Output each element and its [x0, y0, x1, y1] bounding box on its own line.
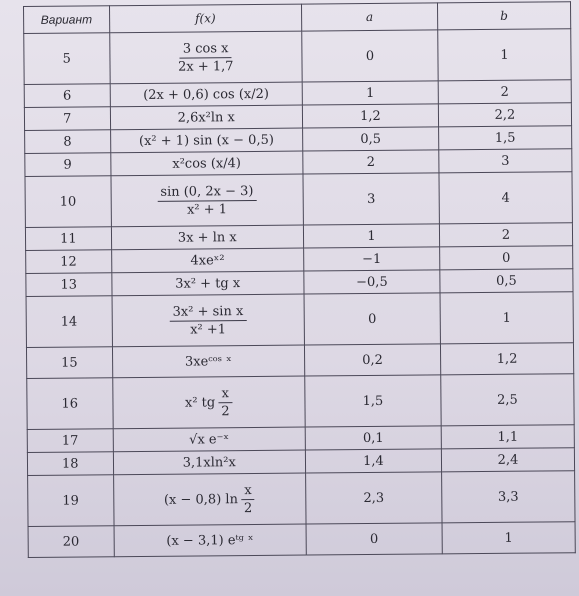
function-cell	[113, 450, 306, 475]
bound-b: 2	[439, 223, 572, 247]
fraction-numerator: sin (0, 2x − 3)	[157, 183, 256, 201]
table-body	[24, 29, 576, 558]
bound-b: 1	[440, 292, 573, 344]
function-expression: 3x + ln x	[177, 229, 237, 246]
table-row	[28, 471, 575, 527]
variant-number: 5	[24, 33, 110, 85]
bound-b: 2,4	[441, 448, 574, 472]
fraction-numerator: x	[241, 482, 254, 499]
bound-a: 3	[303, 173, 439, 225]
fraction-numerator: 3x² + sin x	[170, 304, 247, 322]
variant-number: 16	[27, 378, 113, 430]
header-variant: Вариант	[24, 6, 110, 34]
variant-number: 10	[25, 176, 111, 228]
function-expression: 4xeˣ²	[190, 252, 225, 269]
fraction-denominator: x² +1	[190, 321, 227, 338]
fraction-denominator: 2x + 1,7	[178, 58, 234, 75]
variant-number: 14	[26, 296, 112, 348]
function-fraction	[241, 482, 256, 515]
variant-number: 6	[24, 84, 110, 108]
variant-number: 8	[25, 130, 111, 154]
table-row	[26, 343, 573, 379]
bound-b: 1,5	[439, 126, 572, 150]
function-prefix: (x − 0,8) ln	[163, 491, 238, 508]
function-cell	[111, 248, 304, 273]
variant-number: 20	[28, 526, 114, 558]
bound-a: 1,4	[305, 449, 441, 473]
bound-a: 0,1	[305, 426, 441, 450]
function-prefix: x² tg	[184, 394, 216, 411]
fraction-denominator: x² + 1	[186, 201, 228, 218]
bound-b: 0,5	[440, 269, 573, 293]
function-expression: √x e⁻ˣ	[189, 431, 230, 448]
function-expression: 2,6x²ln x	[177, 109, 235, 126]
bound-b: 2	[438, 80, 571, 104]
bound-a: 0	[304, 293, 440, 345]
function-cell	[109, 31, 302, 84]
function-cell	[110, 82, 303, 107]
bound-a: 1,2	[302, 104, 438, 128]
variant-number: 7	[24, 107, 110, 131]
function-cell	[110, 105, 303, 130]
variant-number: 11	[25, 227, 111, 251]
function-fraction	[170, 304, 247, 338]
bound-a: 2,3	[306, 472, 442, 524]
function-cell	[110, 151, 303, 176]
table-row	[28, 522, 575, 558]
bound-a: 1	[302, 81, 438, 105]
header-a: a	[301, 3, 437, 31]
bound-b: 2,5	[441, 374, 574, 426]
variant-number: 17	[27, 429, 113, 453]
bound-a: −1	[304, 247, 440, 271]
function-cell	[111, 271, 304, 296]
variant-number: 12	[26, 250, 112, 274]
fraction-numerator: 3 cos x	[180, 41, 232, 58]
function-fraction	[218, 386, 233, 419]
bound-b: 3,3	[442, 471, 575, 523]
bound-a: 1,5	[305, 375, 441, 427]
function-expression: x²cos (x/4)	[172, 155, 242, 172]
bound-b: 3	[439, 149, 572, 173]
header-fx: f(x)	[109, 4, 302, 33]
function-expression: (x² + 1) sin (x − 0,5)	[138, 132, 274, 149]
bound-a: 1	[303, 224, 439, 248]
function-expression: 3,1xln²x	[182, 454, 236, 471]
function-fraction	[157, 183, 256, 217]
function-cell	[112, 294, 305, 347]
function-expression: (x − 3,1) eᵗᵍ ˣ	[166, 532, 254, 549]
fraction-denominator: 2	[221, 403, 230, 419]
function-cell	[111, 225, 304, 250]
bound-b: 2,2	[438, 103, 571, 127]
variant-number: 19	[28, 475, 114, 527]
fraction-denominator: 2	[243, 500, 253, 516]
bound-a: 2	[303, 150, 439, 174]
header-b: b	[437, 2, 570, 30]
function-cell	[110, 128, 303, 153]
function-cell	[111, 174, 304, 227]
bound-b: 1,1	[441, 425, 574, 449]
bound-a: 0	[306, 523, 442, 555]
function-cell	[113, 473, 306, 526]
function-fraction	[175, 41, 237, 75]
bound-a: −0,5	[304, 270, 440, 294]
variant-number: 15	[26, 347, 112, 379]
bound-a: 0,2	[304, 344, 440, 376]
variant-number: 18	[27, 452, 113, 476]
function-cell	[112, 376, 305, 429]
bound-b: 0	[440, 246, 573, 270]
table-row	[26, 292, 573, 348]
function-expression: 3xeᶜᵒˢ ˣ	[184, 353, 232, 370]
function-expression: (2x + 0,6) cos (x/2)	[143, 86, 269, 103]
bound-b: 1	[442, 522, 575, 554]
function-expression: 3x² + tg x	[175, 275, 241, 292]
bound-b: 1	[438, 29, 571, 81]
table-row	[24, 29, 571, 85]
fraction-numerator: x	[219, 386, 232, 403]
table-row	[25, 172, 572, 228]
bound-b: 4	[439, 172, 572, 224]
function-cell	[112, 345, 305, 378]
variants-table	[23, 1, 576, 558]
table-row	[27, 374, 574, 430]
bound-b: 1,2	[440, 343, 573, 375]
function-cell	[113, 427, 306, 452]
variant-number: 9	[25, 153, 111, 177]
variant-number: 13	[26, 273, 112, 297]
bound-a: 0,5	[303, 127, 439, 151]
function-cell	[114, 524, 307, 557]
bound-a: 0	[302, 30, 438, 82]
